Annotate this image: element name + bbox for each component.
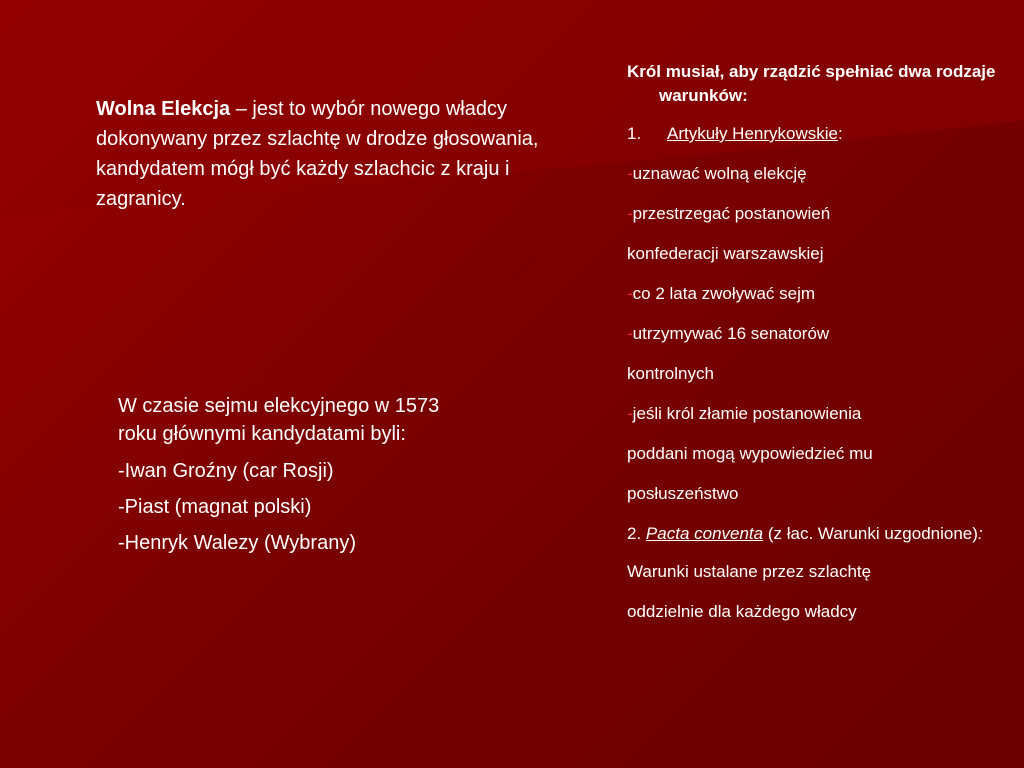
condition-point xyxy=(627,282,1007,306)
candidate-item: -Iwan Groźny (car Rosji) xyxy=(118,460,334,482)
point-dash: - xyxy=(627,164,633,183)
conditions-box xyxy=(627,60,1007,640)
condition-continuation: posłuszeństwo xyxy=(627,484,739,503)
candidate-item: -Piast (magnat polski) xyxy=(118,496,312,518)
item-number: 2. xyxy=(627,524,642,543)
condition-point xyxy=(627,162,1007,186)
candidates-box xyxy=(118,392,458,566)
point-text: jeśli król złamie postanowienia xyxy=(632,404,862,423)
pacta-conventa-title: Pacta conventa xyxy=(645,524,764,543)
artykuly-henrykowskie-title: Artykuły Henrykowskie xyxy=(667,124,838,143)
condition-continuation: konfederacji warszawskiej xyxy=(627,244,824,263)
point-text: uznawać wolną elekcję xyxy=(632,164,807,183)
conditions-heading: Król musiał, aby rządzić spełniać dwa rodzaje warunków: xyxy=(627,62,996,105)
point-dash: - xyxy=(627,324,633,343)
definition-text: – jest to wybór nowego władcy dokonywany przez szlachtę w drodze głosowania, kandydatem mógł być każdy szlachcic z kraju i zagranicy. xyxy=(96,98,539,210)
pacta-conventa-footer: oddzielnie dla każdego władcy xyxy=(627,602,857,621)
point-text: utrzymywać 16 senatorów xyxy=(632,324,830,343)
point-text: co 2 lata zwoływać sejm xyxy=(632,284,816,303)
point-dash: - xyxy=(627,284,633,303)
condition-point xyxy=(627,202,1007,226)
condition-continuation: poddani mogą wypowiedzieć mu xyxy=(627,444,873,463)
condition-point xyxy=(627,402,1007,426)
item-colon: : xyxy=(977,524,983,543)
item-colon: : xyxy=(838,124,843,143)
candidates-intro: W czasie sejmu elekcyjnego w 1573 roku głównymi kandydatami byli: xyxy=(118,395,440,445)
condition-continuation: kontrolnych xyxy=(627,364,714,383)
point-dash: - xyxy=(627,404,633,423)
definition-term: Wolna Elekcja xyxy=(96,98,231,120)
item-number: 1. xyxy=(627,124,642,143)
condition-item-1 xyxy=(627,122,1007,146)
point-dash: - xyxy=(627,204,633,223)
wolna-elekcja-definition xyxy=(96,94,566,214)
condition-point xyxy=(627,322,1007,346)
condition-item-2 xyxy=(627,522,1007,546)
pacta-conventa-footer: Warunki ustalane przez szlachtę xyxy=(627,562,872,581)
pacta-conventa-desc: (z łac. Warunki uzgodnione) xyxy=(763,524,978,543)
point-text: przestrzegać postanowień xyxy=(632,204,831,223)
candidate-item: -Henryk Walezy (Wybrany) xyxy=(118,532,356,554)
